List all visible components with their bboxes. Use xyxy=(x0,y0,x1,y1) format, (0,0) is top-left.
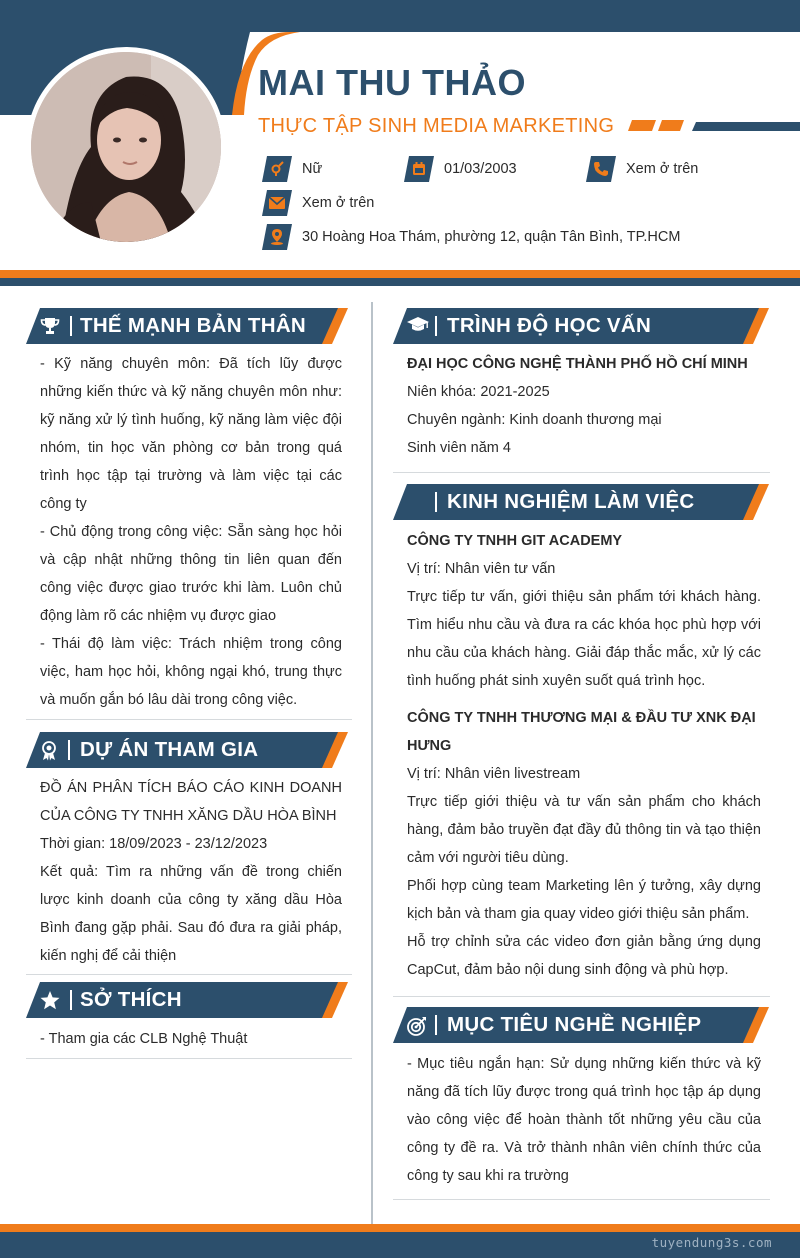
project-name: ĐỒ ÁN PHÂN TÍCH BÁO CÁO KINH DOANH CỦA CÔNG TY TNHH XĂNG DẦU HÒA BÌNH xyxy=(40,780,342,824)
school-name: ĐẠI HỌC CÔNG NGHỆ THÀNH PHỐ HỒ CHÍ MINH xyxy=(407,356,748,372)
award-medal-icon xyxy=(40,741,58,761)
school-years: Niên khóa: 2021-2025 xyxy=(407,384,550,400)
project-result: Kết quả: Tìm ra những vấn đề trong chiến lược kinh doanh của công ty xăng dầu Hòa Bình đang gặp phải. Sau đó đưa ra giải pháp, kiến nghị để cải thiện xyxy=(40,864,342,964)
footer-watermark: tuyendung3s.com xyxy=(651,1235,772,1250)
objective-content xyxy=(407,1050,761,1190)
graduation-cap-icon xyxy=(407,317,429,333)
role-decoration xyxy=(628,120,800,132)
info-phone xyxy=(586,156,698,182)
projects-header xyxy=(26,732,348,768)
location-icon xyxy=(262,224,292,250)
strength-item: - Thái độ làm việc: Trách nhiệm trong công việc, ham học hỏi, không ngại khó, trung thực và muốn gắn bó lâu dài trong công việc. xyxy=(40,636,342,708)
hobbies-divider xyxy=(26,1058,352,1059)
star-icon xyxy=(40,991,60,1010)
hobbies-title: SỞ THÍCH xyxy=(80,988,182,1011)
info-address xyxy=(262,224,680,250)
experience-header xyxy=(393,484,769,520)
strength-item: - Chủ động trong công việc: Sẵn sàng học hỏi và cập nhật những thông tin liên quan đến công việc được giao trước khi làm. Luôn chủ động làm rõ các nhiệm vụ được giao xyxy=(40,524,342,624)
phone-value: Xem ở trên xyxy=(626,161,699,177)
hobby-item: - Tham gia các CLB Nghệ Thuật xyxy=(40,1031,248,1047)
email-icon xyxy=(262,190,292,216)
strengths-list xyxy=(40,350,342,714)
gender-icon xyxy=(262,156,292,182)
hobbies-header xyxy=(26,982,348,1018)
email-value: Xem ở trên xyxy=(302,195,375,211)
address-value: 30 Hoàng Hoa Thám, phường 12, quận Tân Bình, TP.HCM xyxy=(302,229,681,245)
job-description: Trực tiếp tư vấn, giới thiệu sản phẩm tới khách hàng. Tìm hiểu nhu cầu và đưa ra các khóa học phù hợp với nhu cầu của khách hàng. Giải đáp thắc mắc, xử lý các tình huống phát sinh xuyên suốt quá trình học. xyxy=(407,589,761,689)
strength-item: - Kỹ năng chuyên môn: Đã tích lũy được những kiến thức và kỹ năng chuyên môn như: kỹ năng xử lý tình huống, kỹ năng làm việc đội nhóm, tin học văn phòng cơ bản trong quá trình học tập tại trường và làm việc tại các công ty xyxy=(40,356,342,512)
column-divider xyxy=(371,302,373,1228)
job-description: Hỗ trợ chỉnh sửa các video đơn giản bằng ứng dụng CapCut, đảm bảo nội dung sinh động và phù hợp. xyxy=(407,934,761,978)
info-email xyxy=(262,190,374,216)
education-content xyxy=(407,350,763,462)
education-divider xyxy=(393,472,770,473)
objective-title: MỤC TIÊU NGHỀ NGHIỆP xyxy=(447,1013,702,1036)
candidate-role: THỰC TẬP SINH MEDIA MARKETING xyxy=(258,115,615,137)
projects-title: DỰ ÁN THAM GIA xyxy=(80,738,259,761)
education-title: TRÌNH ĐỘ HỌC VẤN xyxy=(447,314,652,337)
phone-icon xyxy=(586,156,616,182)
birthday-value: 01/03/2003 xyxy=(444,161,517,177)
experience-content xyxy=(407,527,761,984)
info-birthday xyxy=(404,156,517,182)
target-icon xyxy=(407,1016,427,1036)
strengths-header xyxy=(26,308,348,344)
hobbies-content xyxy=(40,1025,342,1053)
job-description: Phối hợp cùng team Marketing lên ý tưởng, xây dựng kịch bản và tham gia quay video giới thiệu sản phẩm. xyxy=(407,878,761,922)
job-company: CÔNG TY TNHH GIT ACADEMY xyxy=(407,533,623,549)
projects-divider xyxy=(26,974,352,975)
objective-divider xyxy=(393,1199,770,1200)
strengths-title: THẾ MẠNH BẢN THÂN xyxy=(80,314,307,337)
projects-content xyxy=(40,774,342,970)
candidate-name: MAI THU THẢO xyxy=(258,62,526,103)
avatar-portrait-icon xyxy=(31,52,221,242)
strengths-divider xyxy=(26,719,352,720)
info-gender xyxy=(262,156,322,182)
job-position: Vị trí: Nhân viên livestream xyxy=(407,766,581,782)
objective-header xyxy=(393,1007,769,1043)
gender-value: Nữ xyxy=(302,161,323,177)
job-position: Vị trí: Nhân viên tư vấn xyxy=(407,561,556,577)
experience-divider xyxy=(393,996,770,997)
school-major: Chuyên ngành: Kinh doanh thương mại xyxy=(407,412,662,428)
job-company: CÔNG TY TNHH THƯƠNG MẠI & ĐẦU TƯ XNK ĐẠI HƯNG xyxy=(407,710,756,754)
education-header xyxy=(393,308,769,344)
school-status: Sinh viên năm 4 xyxy=(407,440,511,456)
header-bottom-bar xyxy=(0,270,800,286)
header xyxy=(0,0,800,290)
calendar-icon xyxy=(404,156,434,182)
avatar xyxy=(26,47,226,247)
trophy-icon xyxy=(40,317,60,335)
job-description: Trực tiếp giới thiệu và tư vấn sản phẩm cho khách hàng, đảm bảo truyền đạt đầy đủ thông tin và tạo thiện cảm với người tiêu dùng. xyxy=(407,794,761,866)
project-time: Thời gian: 18/09/2023 - 23/12/2023 xyxy=(40,836,268,852)
experience-title: KINH NGHIỆM LÀM VIỆC xyxy=(447,490,695,513)
objective-text: - Mục tiêu ngắn hạn: Sử dụng những kiến thức và kỹ năng đã tích lũy được trong quá trình học tập áp dụng vào công việc để hoàn thành tốt những yêu cầu của công ty đề ra. Và trở thành nhân viên chính thức của công ty sau khi ra trường xyxy=(407,1056,761,1184)
